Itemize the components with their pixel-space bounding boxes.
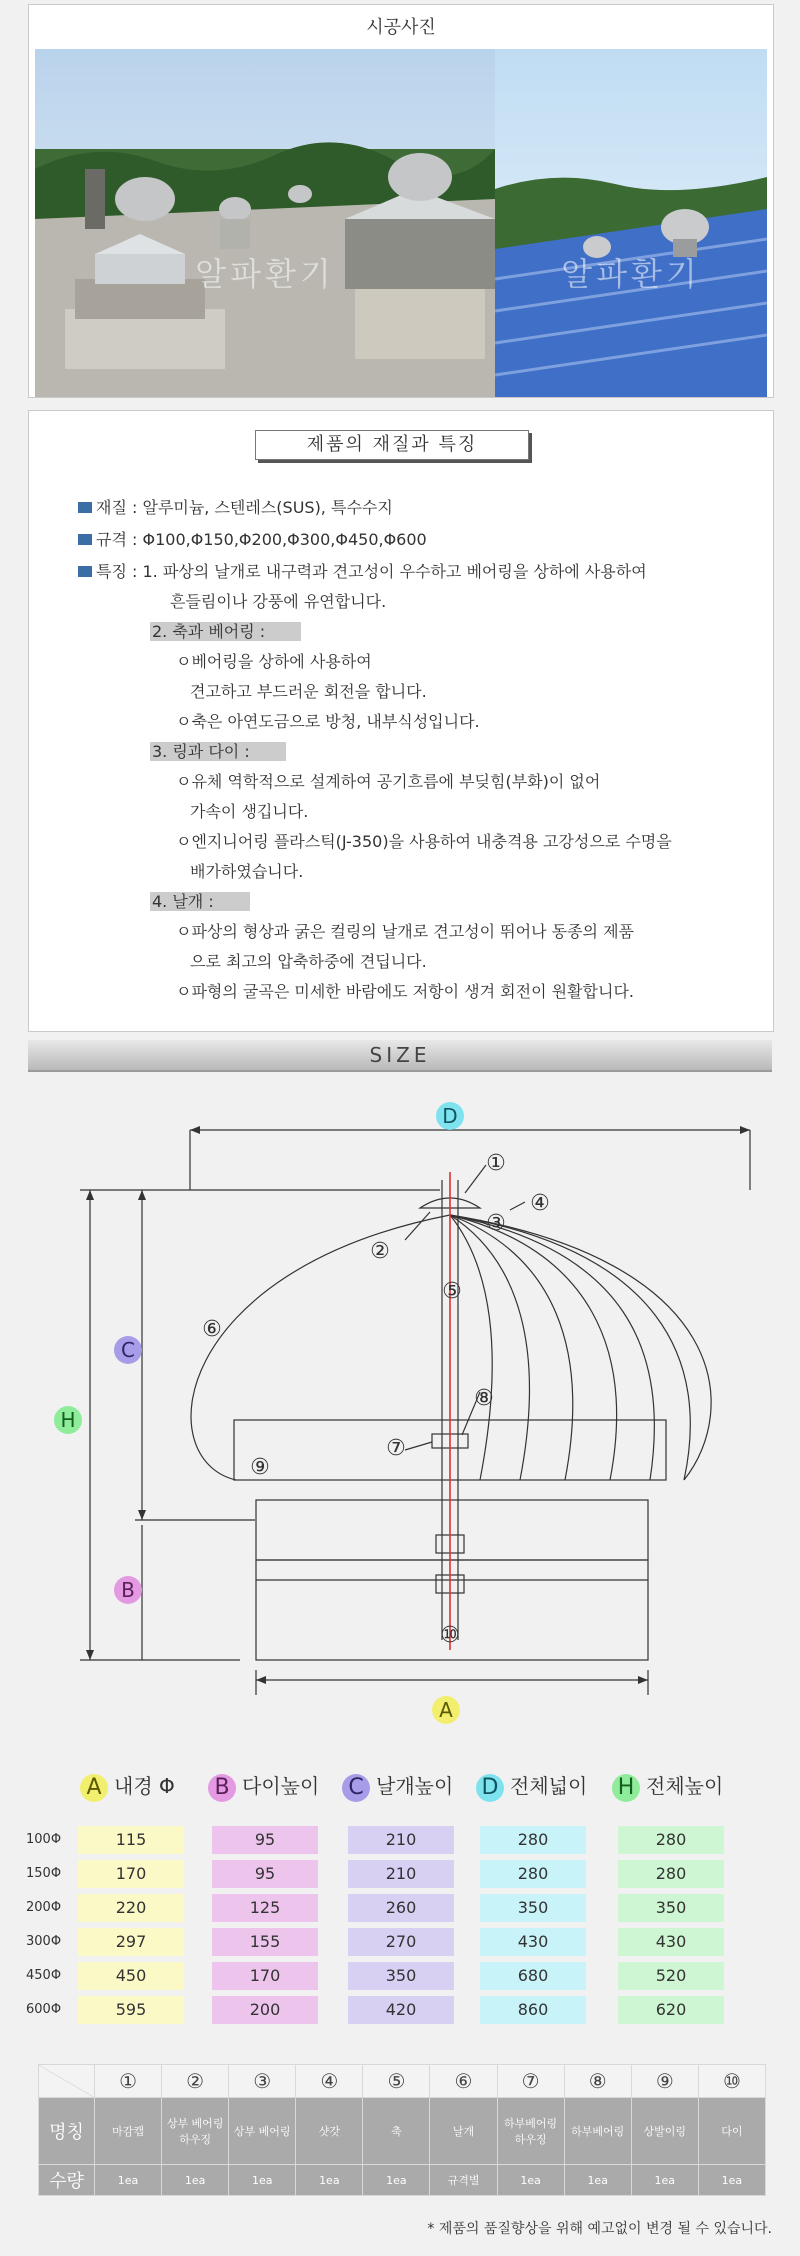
- part-name: 상부 베어링 하우징: [162, 2098, 229, 2165]
- feature-item3-line: 가속이 생깁니다.: [190, 802, 309, 821]
- size-cell: 95: [212, 1860, 318, 1888]
- part-callout-1: ①: [486, 1151, 506, 1176]
- construction-photo-left: [35, 49, 495, 397]
- parts-name-label: 명칭: [39, 2098, 95, 2165]
- size-cell: 170: [212, 1962, 318, 1990]
- size-cell: 420: [348, 1996, 454, 2024]
- watermark-right: 알파환기: [561, 255, 701, 293]
- feature-item1-line1: 1. 파상의 날개로 내구력과 견고성이 우수하고 베어링을 상하에 사용하여: [142, 562, 647, 581]
- dimension-label-a: A: [439, 1698, 453, 1722]
- size-row-label: 450Φ: [26, 1968, 62, 1983]
- size-cell: 350: [348, 1962, 454, 1990]
- part-qty: 1ea: [296, 2165, 363, 2196]
- size-cell: 297: [78, 1928, 184, 1956]
- legend-c: [342, 1770, 453, 1802]
- part-qty: 1ea: [631, 2165, 698, 2196]
- feature-label: 특징 :: [96, 562, 143, 581]
- size-cell: 115: [78, 1826, 184, 1854]
- part-name: 샷갓: [296, 2098, 363, 2165]
- size-cell: 280: [480, 1826, 586, 1854]
- part-number: ⑩: [698, 2065, 765, 2098]
- size-row-label: 150Φ: [26, 1866, 62, 1881]
- size-cell: 280: [480, 1860, 586, 1888]
- feature-item4-line: ㅇ파형의 굴곡은 미세한 바람에도 저항이 생겨 회전이 원활합니다.: [176, 982, 635, 1001]
- size-cell: 595: [78, 1996, 184, 2024]
- dimension-label-b: B: [121, 1578, 135, 1602]
- dimension-label-h: H: [60, 1408, 76, 1432]
- feature-item3-line: ㅇ유체 역학적으로 설계하여 공기흐름에 부딪힘(부화)이 없어: [176, 772, 601, 791]
- legend-b: [208, 1770, 319, 1802]
- part-number: ⑦: [497, 2065, 564, 2098]
- size-cell: 280: [618, 1826, 724, 1854]
- part-qty: 1ea: [497, 2165, 564, 2196]
- part-qty: 1ea: [162, 2165, 229, 2196]
- bullet-icon: [78, 534, 92, 545]
- feature-item3-line: ㅇ엔지니어링 플라스틱(J-350)을 사용하여 내충격용 고강성으로 수명을: [176, 832, 672, 851]
- size-row-label: 200Φ: [26, 1900, 62, 1915]
- legend-h-label: 전체높이: [646, 1774, 724, 1798]
- bullet-icon: [78, 566, 92, 577]
- feature-item2-line: 견고하고 부드러운 회전을 합니다.: [190, 682, 427, 701]
- legend-a-marker: A: [80, 1774, 108, 1802]
- size-cell: 520: [618, 1962, 724, 1990]
- part-name: 상발이링: [631, 2098, 698, 2165]
- part-number: ③: [229, 2065, 296, 2098]
- spec-row: [78, 530, 427, 550]
- material-label: 재질 :: [96, 498, 143, 517]
- size-cell: 95: [212, 1826, 318, 1854]
- spec-value: Φ100,Φ150,Φ200,Φ300,Φ450,Φ600: [142, 530, 427, 549]
- legend-a-label: 내경 Φ: [114, 1774, 175, 1798]
- part-qty: 1ea: [229, 2165, 296, 2196]
- size-cell: 350: [480, 1894, 586, 1922]
- size-cell: 210: [348, 1860, 454, 1888]
- feature-item2-line: ㅇ축은 아연도금으로 방청, 내부식성입니다.: [176, 712, 480, 731]
- item3-title-text: 3. 링과 다이 :: [150, 742, 286, 761]
- part-callout-8: ⑧: [474, 1386, 494, 1411]
- size-cell: 450: [78, 1962, 184, 1990]
- part-number: ⑤: [363, 2065, 430, 2098]
- size-title: SIZE: [28, 1040, 772, 1072]
- size-cell: 155: [212, 1928, 318, 1956]
- part-name: 마감캡: [95, 2098, 162, 2165]
- part-name: 상부 베어링: [229, 2098, 296, 2165]
- size-cell: 210: [348, 1826, 454, 1854]
- parts-table: [38, 2064, 766, 2196]
- feature-row: [78, 562, 647, 582]
- construction-photo-panel: [28, 4, 774, 398]
- part-number: ④: [296, 2065, 363, 2098]
- watermark-left: 알파환기: [195, 255, 335, 293]
- legend-h-marker: H: [612, 1774, 640, 1802]
- part-name: 날개: [430, 2098, 497, 2165]
- construction-photo-right: [495, 49, 767, 397]
- change-notice: * 제품의 품질향상을 위해 예고없이 변경 될 수 있습니다.: [427, 2221, 772, 2237]
- parts-qty-label: 수량: [39, 2165, 95, 2196]
- legend-c-label: 날개높이: [376, 1774, 454, 1798]
- dimension-label-c: C: [121, 1338, 135, 1362]
- size-cell: 430: [618, 1928, 724, 1956]
- part-name: 하부베어링 하우징: [497, 2098, 564, 2165]
- legend-b-marker: B: [208, 1774, 236, 1802]
- part-callout-2: ②: [370, 1239, 390, 1264]
- part-callout-7: ⑦: [386, 1436, 406, 1461]
- size-cell: 270: [348, 1928, 454, 1956]
- part-number: ⑧: [564, 2065, 631, 2098]
- part-qty: 1ea: [564, 2165, 631, 2196]
- feature-item2-line: ㅇ베어링을 상하에 사용하여: [176, 652, 372, 671]
- bullet-icon: [78, 502, 92, 513]
- size-cell: 860: [480, 1996, 586, 2024]
- part-number: ②: [162, 2065, 229, 2098]
- item4-title-text: 4. 날개 :: [150, 892, 250, 911]
- part-name: 축: [363, 2098, 430, 2165]
- material-row: [78, 498, 393, 518]
- part-callout-10: ⑩: [440, 1623, 460, 1648]
- parts-corner-cell: [39, 2065, 95, 2098]
- part-qty: 1ea: [698, 2165, 765, 2196]
- legend-a: [80, 1770, 175, 1802]
- size-row-label: 100Φ: [26, 1832, 62, 1847]
- feature-item3-line: 배가하였습니다.: [190, 862, 304, 881]
- part-callout-5: ⑤: [442, 1279, 462, 1304]
- spec-label: 규격 :: [96, 530, 143, 549]
- size-cell: 280: [618, 1860, 724, 1888]
- legend-c-marker: C: [342, 1774, 370, 1802]
- part-callout-9: ⑨: [250, 1455, 270, 1480]
- part-number: ⑨: [631, 2065, 698, 2098]
- size-cell: 350: [618, 1894, 724, 1922]
- size-cell: 260: [348, 1894, 454, 1922]
- size-cell: 430: [480, 1928, 586, 1956]
- legend-b-label: 다이높이: [242, 1774, 320, 1798]
- size-cell: 200: [212, 1996, 318, 2024]
- size-cell: 125: [212, 1894, 318, 1922]
- features-title: 제품의 재질과 특징: [255, 430, 529, 460]
- feature-item3-title: [150, 742, 286, 762]
- size-cell: 170: [78, 1860, 184, 1888]
- parts-qty-row: [39, 2165, 766, 2196]
- feature-item2-title: [150, 622, 301, 642]
- parts-number-row: [39, 2065, 766, 2098]
- part-callout-3: ③: [486, 1211, 506, 1236]
- construction-title: 시공사진: [366, 17, 436, 38]
- parts-name-row: [39, 2098, 766, 2165]
- feature-item4-line: 으로 최고의 압축하중에 견딥니다.: [190, 952, 427, 971]
- legend-h: [612, 1770, 723, 1802]
- part-qty: 1ea: [363, 2165, 430, 2196]
- part-name: 다이: [698, 2098, 765, 2165]
- size-row-label: 300Φ: [26, 1934, 62, 1949]
- part-name: 하부베어링: [564, 2098, 631, 2165]
- size-cell: 620: [618, 1996, 724, 2024]
- part-qty: 1ea: [95, 2165, 162, 2196]
- legend-d-marker: D: [476, 1774, 504, 1802]
- dimension-label-d: D: [442, 1104, 458, 1128]
- size-cell: 220: [78, 1894, 184, 1922]
- item2-title-text: 2. 축과 베어링 :: [150, 622, 301, 641]
- ventilator-diagram: [0, 1080, 800, 1760]
- size-cell: 680: [480, 1962, 586, 1990]
- part-callout-4: ④: [530, 1191, 550, 1216]
- part-callout-6: ⑥: [202, 1317, 222, 1342]
- part-number: ①: [95, 2065, 162, 2098]
- legend-d: [476, 1770, 587, 1802]
- size-row-label: 600Φ: [26, 2002, 62, 2017]
- legend-d-label: 전체넓이: [510, 1774, 588, 1798]
- part-number: ⑥: [430, 2065, 497, 2098]
- feature-item4-title: [150, 892, 250, 912]
- part-qty: 규격별: [430, 2165, 497, 2196]
- feature-item1-line2: 흔들림이나 강풍에 유연합니다.: [170, 592, 387, 611]
- material-value: 알루미늄, 스텐레스(SUS), 특수수지: [142, 498, 393, 517]
- feature-item4-line: ㅇ파상의 형상과 굵은 컬링의 날개로 견고성이 뛰어나 동종의 제품: [176, 922, 635, 941]
